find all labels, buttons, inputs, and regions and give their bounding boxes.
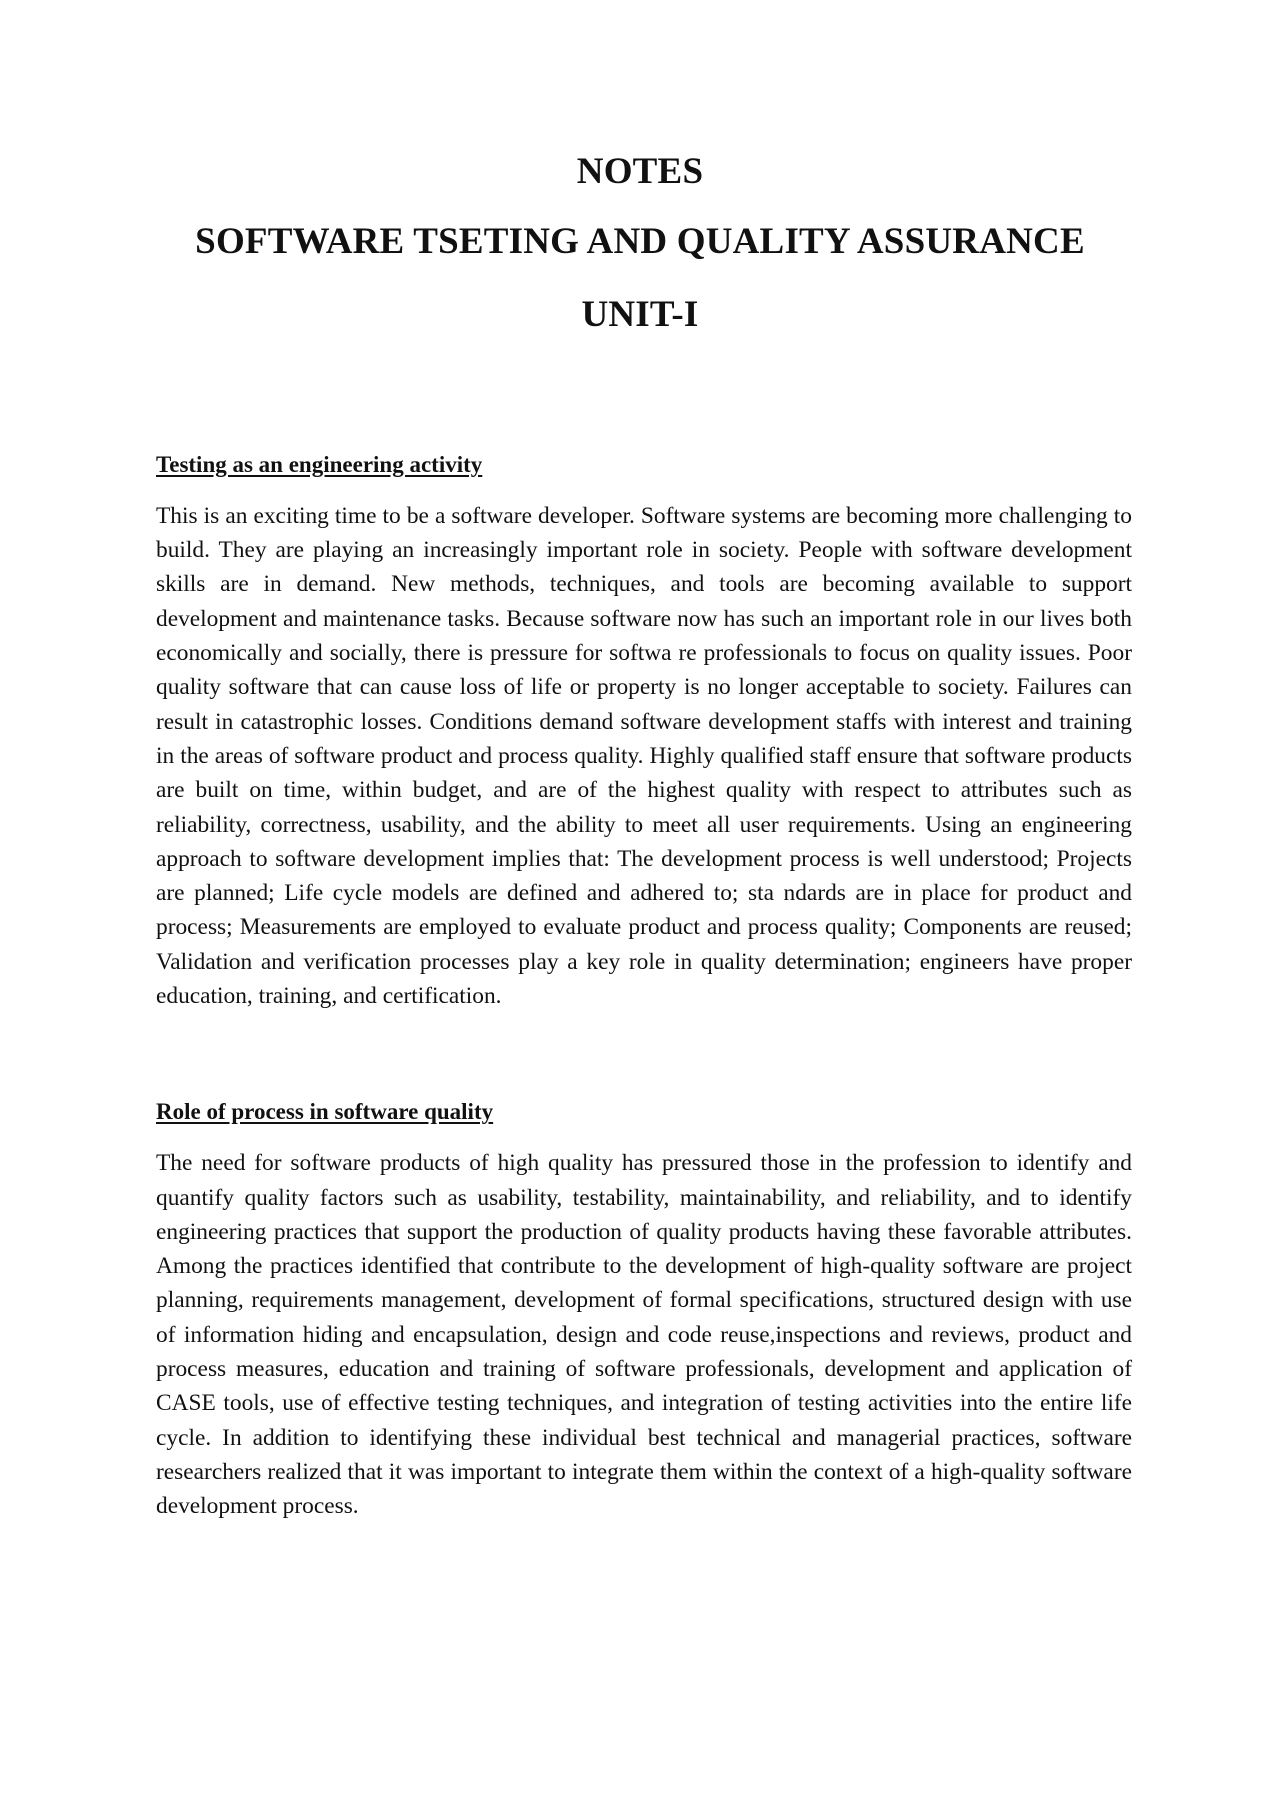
- section-role-of-process: [156, 1097, 1132, 1523]
- notes-title: NOTES: [576, 151, 704, 192]
- section-paragraph: This is an exciting time to be a software developer. Software systems are becoming more challenging to build. They are playing an increasingly important role in society. People with software development skills are in demand. New methods, techniques, and tools are becoming available to support development and maintenance tasks. Because software now has such an important role in our lives both economically and socially, there is pressure for softwa re professionals to focus on quality issues. Poor quality software that can cause loss of life or property is no longer acceptable to society. Failures can result in catastrophic losses. Conditions demand software development staffs with interest and training in the areas of software product and process quality. Highly qualified staff ensure that software products are built on time, within budget, and are of the highest quality with respect to attributes such as reliability, correctness, usability, and the ability to meet all user requirements. Using an engineering approach to software development implies that: The development process is well understood; Projects are planned; Life cycle models are defined and adhered to; sta ndards are in place for product and process; Measurements are employed to evaluate product and process quality; Components are reused; Validation and verification processes play a key role in quality determination; engineers have proper education, training, and certification.: [156, 502, 1132, 1010]
- section-paragraph: The need for software products of high quality has pressured those in the profession to identify and quantify quality factors such as usability, testability, maintainability, and reliability, and to identify engineering practices that support the production of quality products having these favorable attributes. Among the practices identified that contribute to the development of high-quality software are project planning, requirements management, development of formal specifications, structured design with use of information hiding and encapsulation, design and code reuse,inspections and reviews, product and process measures, education and training of software professionals, development and application of CASE tools, use of effective testing techniques, and integration of testing activities into the entire life cycle. In addition to identifying these individual best technical and managerial practices, software researchers realized that it was important to integrate them within the context of a high-quality software development process.: [156, 1150, 1132, 1520]
- document-body: [156, 450, 1132, 1524]
- unit-title: UNIT-I: [581, 293, 699, 335]
- course-title: SOFTWARE TSETING AND QUALITY ASSURANCE: [195, 221, 1085, 263]
- section-heading: Role of process in software quality: [156, 1099, 494, 1125]
- section-heading: Testing as an engineering activity: [156, 452, 483, 477]
- section-testing-engineering-activity: [156, 450, 1132, 1013]
- title-block: [0, 150, 1280, 337]
